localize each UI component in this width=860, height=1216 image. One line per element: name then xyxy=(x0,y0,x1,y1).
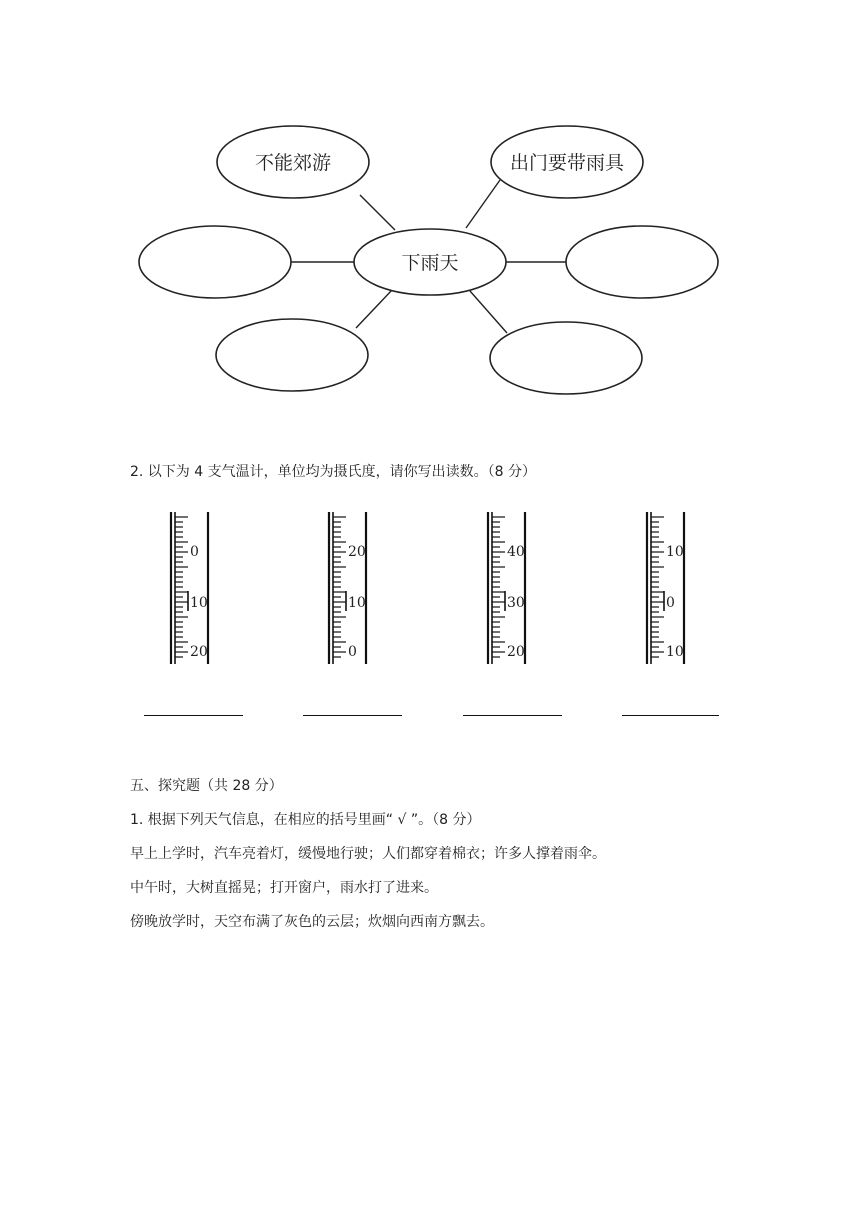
scale-label: 10 xyxy=(666,544,684,560)
answer-line-1[interactable] xyxy=(144,715,243,716)
answer-line-4[interactable] xyxy=(622,715,719,716)
thermometer xyxy=(329,512,366,664)
scale-label: 20 xyxy=(507,644,525,660)
mind-map-diagram xyxy=(0,0,860,420)
scale-label: 0 xyxy=(190,544,199,560)
scale-label: 10 xyxy=(190,595,208,611)
scale-label: 0 xyxy=(666,595,675,611)
mindmap-node-bottom-right xyxy=(490,322,642,394)
mindmap-node-bottom-left xyxy=(216,319,368,391)
connector-line xyxy=(466,180,500,228)
scale-label: 30 xyxy=(507,595,525,611)
connector-line xyxy=(356,290,392,328)
mindmap-center-label: 下雨天 xyxy=(401,252,459,274)
answer-line-2[interactable] xyxy=(303,715,402,716)
thermometer xyxy=(171,512,208,664)
thermometer xyxy=(488,512,525,664)
scale-label: 40 xyxy=(507,544,525,560)
thermometer-row xyxy=(0,500,860,690)
scale-label: 20 xyxy=(190,644,208,660)
connector-line xyxy=(360,195,395,230)
thermometer xyxy=(647,512,684,664)
scale-label: 0 xyxy=(348,644,357,660)
section-5-heading: 五、探究题（共 28 分） xyxy=(130,778,283,794)
scale-label: 20 xyxy=(348,544,366,560)
weather-info-evening: 傍晚放学时，天空布满了灰色的云层；炊烟向西南方飘去。 xyxy=(130,914,494,930)
mindmap-node-mid-left xyxy=(139,226,291,298)
scale-label: 10 xyxy=(666,644,684,660)
answer-line-3[interactable] xyxy=(463,715,562,716)
question-1-text: 1. 根据下列天气信息，在相应的括号里画“ √ ”。（8 分） xyxy=(130,812,481,828)
question-2-text: 2. 以下为 4 支气温计，单位均为摄氏度，请你写出读数。（8 分） xyxy=(130,464,536,480)
mindmap-node-label: 不能郊游 xyxy=(254,152,332,174)
mindmap-node-mid-right xyxy=(566,226,718,298)
weather-info-noon: 中午时，大树直摇晃；打开窗户，雨水打了进来。 xyxy=(130,880,438,896)
connector-line xyxy=(470,291,507,333)
mindmap-node-label: 出门要带雨具 xyxy=(509,152,625,174)
scale-label: 10 xyxy=(348,595,366,611)
weather-info-morning: 早上上学时，汽车亮着灯，缓慢地行驶；人们都穿着棉衣；许多人撑着雨伞。 xyxy=(130,846,606,862)
